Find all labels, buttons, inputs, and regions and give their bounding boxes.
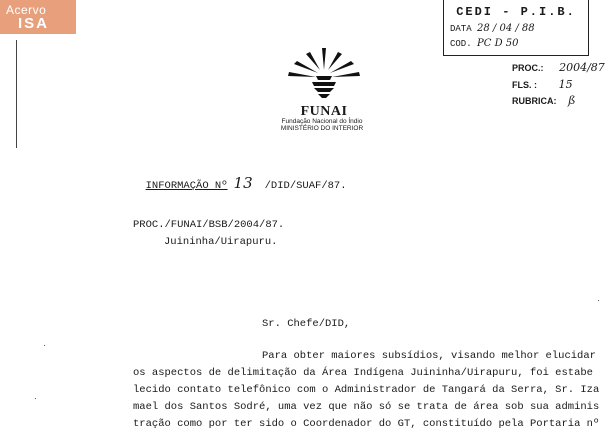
paragraph-line-3: lecido contato telefônico com o Administrador de Tangará da Serra, Sr. Iza bbox=[133, 384, 600, 396]
proc-row bbox=[512, 58, 605, 76]
paragraph-line-5: tração como por ter sido o Coordenador do GT, constituído pela Portaria nº bbox=[133, 418, 600, 430]
stamp-date-row bbox=[450, 23, 535, 34]
scan-speck bbox=[598, 300, 599, 301]
fls-label: FLS. : bbox=[512, 80, 537, 90]
paragraph-line-4: mael dos Santos Sodré, uma vez que não só se trata de área sob sua adminis bbox=[133, 401, 600, 413]
salutation: Sr. Chefe/DID, bbox=[262, 318, 351, 330]
proc-label: PROC.: bbox=[512, 63, 544, 73]
scan-edge-line bbox=[16, 40, 17, 148]
info-number: 13 bbox=[233, 174, 253, 192]
stamp-cod-value: PC D 50 bbox=[477, 38, 519, 49]
stamp-cod-row bbox=[450, 38, 519, 49]
rubrica-value: ß bbox=[568, 94, 576, 107]
proc-subject: Juininha/Uirapuru. bbox=[164, 236, 278, 248]
funai-subtitle-1: Fundação Nacional do Índio bbox=[281, 118, 363, 125]
stamp-date-value: 28 / 04 / 88 bbox=[477, 23, 535, 34]
info-line bbox=[133, 162, 347, 192]
stamp-cod-label: COD. bbox=[450, 39, 472, 49]
watermark-line-2: ISA bbox=[18, 15, 50, 32]
stamp-title: CEDI - P.I.B. bbox=[456, 5, 576, 19]
stamp-date-label: DATA bbox=[450, 24, 472, 34]
funai-emblem-icon bbox=[282, 46, 366, 104]
rubrica-label: RUBRICA: bbox=[512, 96, 557, 106]
funai-subtitle bbox=[262, 118, 382, 132]
proc-value: 2004/87 bbox=[559, 61, 605, 74]
scan-speck bbox=[44, 345, 45, 346]
scan-speck bbox=[35, 398, 36, 399]
info-suffix: /DID/SUAF/87. bbox=[264, 180, 347, 192]
paragraph-line-1: Para obter maiores subsídios, visando melhor elucidar bbox=[262, 350, 596, 362]
funai-name: FUNAI bbox=[300, 104, 348, 119]
watermark-line-1: Acervo bbox=[6, 3, 47, 17]
fls-value: 15 bbox=[558, 78, 573, 91]
acervo-isa-watermark bbox=[0, 0, 76, 34]
paragraph-line-2: os aspectos de delimitação da Área Indígena Juininha/Uirapuru, foi estabe bbox=[133, 367, 593, 379]
info-label: INFORMAÇÃO Nº bbox=[145, 180, 228, 192]
cedi-stamp bbox=[443, 0, 589, 56]
proc-reference: PROC./FUNAI/BSB/2004/87. bbox=[133, 219, 285, 231]
funai-subtitle-2: MINISTÉRIO DO INTERIOR bbox=[280, 125, 364, 132]
rubrica-row bbox=[512, 91, 575, 109]
